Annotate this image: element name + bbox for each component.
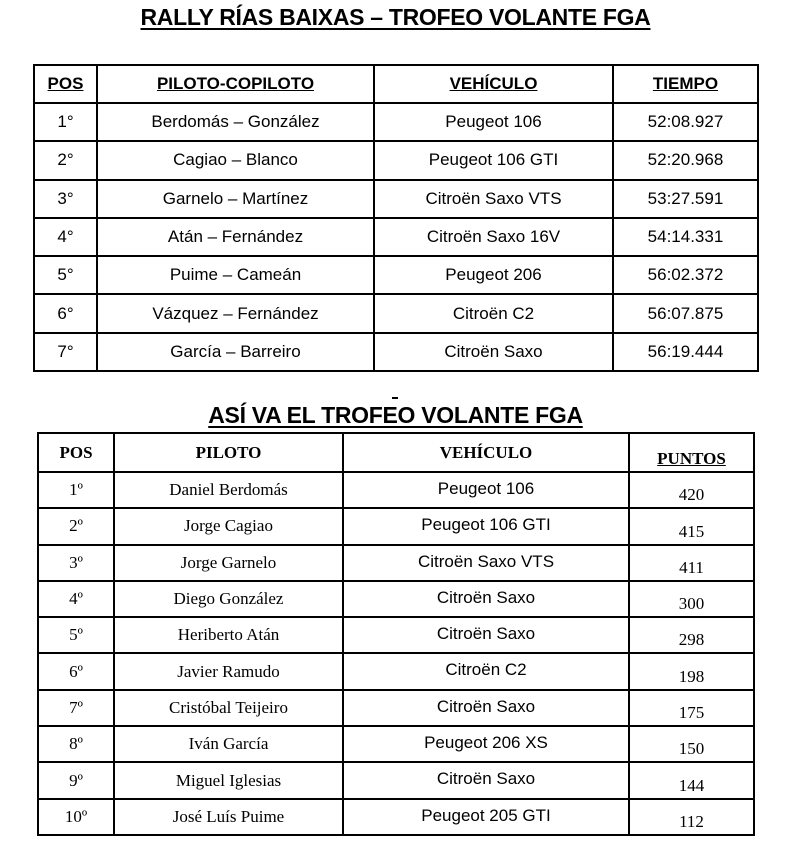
cell-vehicle: Citroën Saxo — [343, 581, 629, 617]
cell-points: 150 — [629, 726, 754, 762]
standings-header-row — [38, 433, 754, 472]
header-driver: PILOTO — [114, 433, 343, 472]
cell-time: 52:20.968 — [613, 141, 758, 179]
cell-pos: 3º — [38, 545, 114, 581]
cell-vehicle: Peugeot 106 — [343, 472, 629, 508]
cell-pos: 10º — [38, 799, 114, 835]
cell-pos: 7° — [34, 333, 97, 371]
cell-driver: Jorge Garnelo — [114, 545, 343, 581]
cell-pos: 2º — [38, 508, 114, 544]
header-pos: POS — [38, 433, 114, 472]
cell-pos: 4º — [38, 581, 114, 617]
header-points: PUNTOS — [629, 433, 754, 472]
rally-result-row — [34, 141, 758, 179]
cell-pos: 4° — [34, 218, 97, 256]
cell-driver: Jorge Cagiao — [114, 508, 343, 544]
cell-driver: Javier Ramudo — [114, 653, 343, 689]
standings-row — [38, 472, 754, 508]
standings-row — [38, 690, 754, 726]
cell-crew: García – Barreiro — [97, 333, 374, 371]
cell-pos: 8º — [38, 726, 114, 762]
cell-crew: Vázquez – Fernández — [97, 294, 374, 332]
cell-pos: 6° — [34, 294, 97, 332]
cell-driver: Cristóbal Teijeiro — [114, 690, 343, 726]
cell-time: 56:02.372 — [613, 256, 758, 294]
cell-pos: 5º — [38, 617, 114, 653]
rally-result-row — [34, 218, 758, 256]
cell-pos: 5° — [34, 256, 97, 294]
cell-crew: Puime – Cameán — [97, 256, 374, 294]
cell-crew: Garnelo – Martínez — [97, 180, 374, 218]
header-time: TIEMPO — [613, 65, 758, 103]
cell-crew: Berdomás – González — [97, 103, 374, 141]
rally-result-row — [34, 103, 758, 141]
cell-pos: 1º — [38, 472, 114, 508]
cell-points: 420 — [629, 472, 754, 508]
header-crew: PILOTO-COPILOTO — [97, 65, 374, 103]
cell-points: 415 — [629, 508, 754, 544]
cell-vehicle: Citroën Saxo — [343, 762, 629, 798]
cell-points: 411 — [629, 545, 754, 581]
cell-points: 144 — [629, 762, 754, 798]
cell-pos: 7º — [38, 690, 114, 726]
separator-mark — [392, 397, 398, 399]
header-pos: POS — [34, 65, 97, 103]
cell-vehicle: Citroën Saxo — [343, 690, 629, 726]
cell-vehicle: Citroën Saxo VTS — [374, 180, 613, 218]
cell-points: 112 — [629, 799, 754, 835]
cell-pos: 2° — [34, 141, 97, 179]
cell-crew: Atán – Fernández — [97, 218, 374, 256]
cell-vehicle: Citroën Saxo VTS — [343, 545, 629, 581]
cell-driver: José Luís Puime — [114, 799, 343, 835]
cell-vehicle: Peugeot 205 GTI — [343, 799, 629, 835]
cell-driver: Heriberto Atán — [114, 617, 343, 653]
cell-vehicle: Citroën C2 — [374, 294, 613, 332]
standings-row — [38, 726, 754, 762]
cell-vehicle: Citroën C2 — [343, 653, 629, 689]
cell-time: 54:14.331 — [613, 218, 758, 256]
standings-title: ASÍ VA EL TROFEO VOLANTE FGA — [208, 402, 583, 428]
cell-vehicle: Peugeot 206 — [374, 256, 613, 294]
rally-result-row — [34, 180, 758, 218]
cell-vehicle: Peugeot 106 GTI — [343, 508, 629, 544]
standings-table — [37, 432, 755, 836]
header-vehicle: VEHÍCULO — [343, 433, 629, 472]
rally-result-row — [34, 256, 758, 294]
standings-row — [38, 617, 754, 653]
cell-vehicle: Peugeot 106 GTI — [374, 141, 613, 179]
cell-driver: Miguel Iglesias — [114, 762, 343, 798]
cell-time: 52:08.927 — [613, 103, 758, 141]
cell-vehicle: Peugeot 206 XS — [343, 726, 629, 762]
cell-points: 198 — [629, 653, 754, 689]
standings-row — [38, 653, 754, 689]
standings-row — [38, 799, 754, 835]
cell-pos: 3° — [34, 180, 97, 218]
cell-vehicle: Citroën Saxo — [343, 617, 629, 653]
cell-points: 298 — [629, 617, 754, 653]
cell-time: 56:19.444 — [613, 333, 758, 371]
cell-driver: Iván García — [114, 726, 343, 762]
cell-driver: Diego González — [114, 581, 343, 617]
cell-points: 300 — [629, 581, 754, 617]
rally-results-header-row — [34, 65, 758, 103]
cell-pos: 9º — [38, 762, 114, 798]
header-vehicle: VEHÍCULO — [374, 65, 613, 103]
rally-results-table — [33, 64, 759, 372]
rally-results-title: RALLY RÍAS BAIXAS – TROFEO VOLANTE FGA — [140, 4, 651, 30]
cell-driver: Daniel Berdomás — [114, 472, 343, 508]
cell-time: 53:27.591 — [613, 180, 758, 218]
cell-time: 56:07.875 — [613, 294, 758, 332]
cell-vehicle: Citroën Saxo 16V — [374, 218, 613, 256]
cell-vehicle: Citroën Saxo — [374, 333, 613, 371]
cell-crew: Cagiao – Blanco — [97, 141, 374, 179]
standings-row — [38, 581, 754, 617]
rally-result-row — [34, 333, 758, 371]
standings-row — [38, 508, 754, 544]
cell-points: 175 — [629, 690, 754, 726]
standings-row — [38, 545, 754, 581]
cell-pos: 1° — [34, 103, 97, 141]
cell-pos: 6º — [38, 653, 114, 689]
cell-vehicle: Peugeot 106 — [374, 103, 613, 141]
standings-row — [38, 762, 754, 798]
rally-result-row — [34, 294, 758, 332]
